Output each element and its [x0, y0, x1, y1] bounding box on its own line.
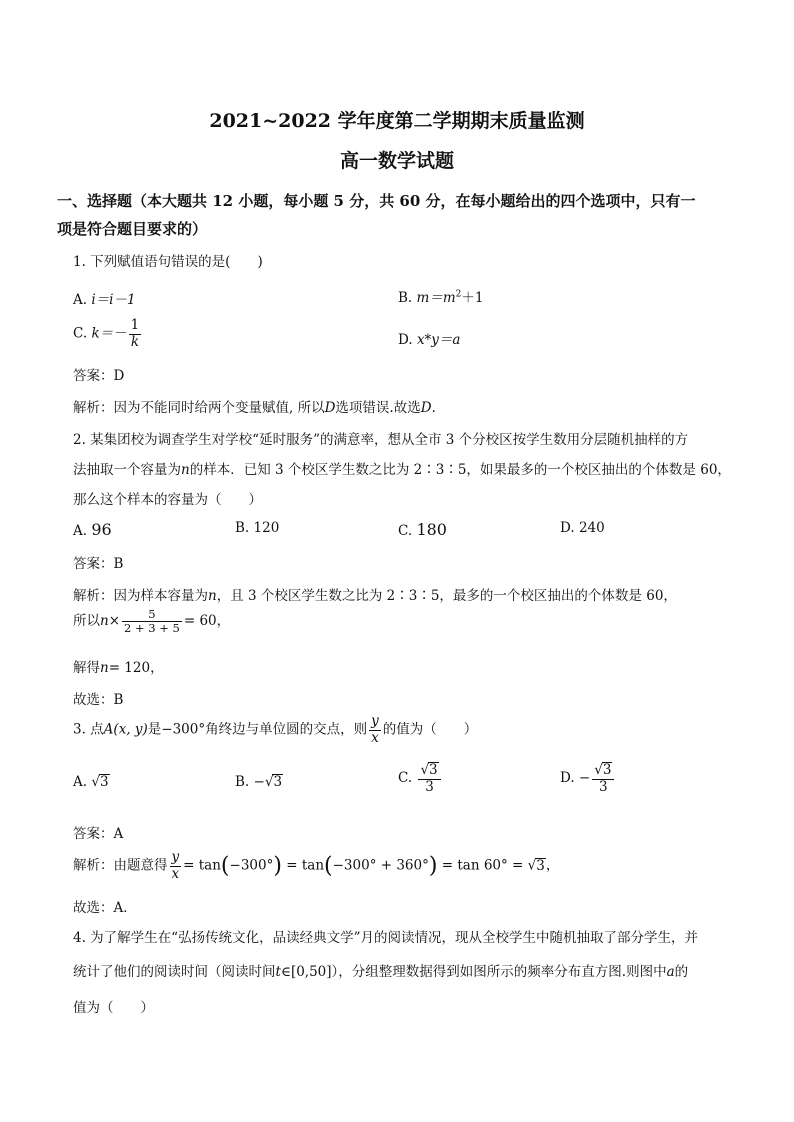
q2-analysis3-post: = 120， — [108, 660, 164, 676]
q2-option-c-text: 180 — [416, 520, 447, 539]
q2-analysis-line1 — [73, 584, 677, 604]
q1-analysis-var1: D — [324, 400, 336, 416]
q1-option-d-text: x*y＝a — [416, 332, 461, 348]
q2-option-a-text: 96 — [91, 520, 112, 539]
q1-option-a-text: i＝i－1 — [91, 292, 136, 308]
q3-stem-post: 的值为（ ） — [382, 721, 478, 738]
q3-analysis-eq2: = tan — [286, 857, 325, 874]
q3-option-c-den: 3 — [425, 778, 434, 795]
q1-analysis-post: . — [431, 400, 436, 416]
q2-option-d-text: 240 — [578, 520, 605, 536]
q2-stem-line2 — [73, 458, 731, 478]
q3-answer: 答案：A — [73, 826, 124, 842]
q3-stem — [73, 714, 477, 746]
q4-stem2-end: 的 — [674, 964, 689, 980]
q1-option-a: A. i＝i－1 — [73, 292, 136, 308]
q3-stem-mid: 是 — [147, 721, 162, 738]
q2-option-c: C. 180 — [398, 520, 447, 539]
q1-analysis-mid: 选项错误.故选 — [335, 400, 421, 416]
q3-option-a: A. √3 — [73, 774, 109, 790]
q3-stem-fraction — [369, 714, 381, 746]
q3-option-b-rad: 3 — [273, 774, 283, 790]
q3-option-d-rad: 3 — [602, 762, 612, 778]
q3-option-d-prefix: D. − — [560, 770, 591, 787]
q2-option-d: D. 240 — [560, 520, 605, 536]
q1-option-b-m: m — [442, 290, 456, 306]
q1-option-b-pre: m＝ — [416, 290, 443, 306]
q1-option-b: B. $m=m^2+1$ — [398, 289, 484, 306]
q3-option-b: B. −√3 — [235, 774, 283, 790]
q3-option-d — [560, 762, 616, 795]
q3-option-c-rad: 3 — [429, 762, 438, 778]
q3-stem-mid2: 角终边与单位圆的交点，则 — [205, 721, 368, 738]
q2-analysis3-var: n — [100, 660, 109, 676]
q2-analysis2-fraction — [122, 608, 182, 635]
q1-analysis-var2: D — [420, 400, 432, 416]
q3-option-c-prefix: C. — [398, 770, 413, 787]
q2-analysis3-pre: 解得 — [73, 660, 100, 676]
q4-stem2-in: ∈ — [280, 964, 291, 980]
q3-analysis: 解析：由题意得 $\frac{y}{x}$ = tan(−300°) = tan(−300° + 360°) = tan 60° = √3， — [73, 849, 560, 882]
q1-option-c-den: k — [130, 333, 140, 350]
q3-analysis-eq1: = tan — [183, 857, 221, 874]
q2-option-b: B. 120 — [235, 520, 280, 536]
q2-option-b-text: 120 — [253, 520, 280, 536]
q3-stem-den: x — [371, 729, 379, 746]
q4-stem2-interval: [0,50] — [290, 964, 332, 980]
q3-analysis-arg2: −300° + 360° — [332, 857, 429, 874]
q3-analysis-rad: 3 — [536, 857, 545, 874]
q3-analysis-eq3: = tan 60° = — [441, 857, 524, 874]
q3-analysis-fraction — [170, 850, 182, 882]
q3-stem-point: A(x, y) — [103, 721, 148, 738]
q2-analysis2-pre: 所以 — [73, 613, 100, 630]
q4-stem2-pre: 统计了他们的阅读时间（阅读时间 — [73, 964, 276, 980]
q3-stem-angle: −300° — [161, 721, 206, 738]
q3-option-d-num: √3 — [592, 762, 614, 780]
q3-option-b-prefix: B. − — [235, 774, 265, 790]
q1-option-b-post: ＋1 — [461, 290, 484, 306]
q2-analysis1-post: ，且 3 个校区学生数之比为 2∶3∶5，最多的一个校区抽出的个体数是 60， — [216, 588, 677, 604]
q2-stem-line3: 那么这个样本的容量为（ ） — [73, 492, 262, 508]
q4-stem-line2 — [73, 960, 688, 980]
q1-analysis-pre: 解析：因为不能同时给两个变量赋值, 所以 — [73, 400, 325, 416]
q3-option-c-num: √3 — [418, 762, 440, 780]
q4-stem-line3: 值为（ ） — [73, 1000, 154, 1016]
q3-stem-num: y — [371, 713, 379, 729]
q2-conclusion: 故选：B — [73, 692, 124, 708]
q1-analysis — [73, 396, 436, 416]
q1-option-c-num: 1 — [130, 317, 140, 333]
q2-analysis-line3 — [73, 656, 164, 676]
q3-analysis-end: ， — [545, 857, 560, 874]
exam-subtitle: 高一数学试题 — [339, 150, 454, 172]
q3-analysis-pre: 解析：由题意得 — [73, 857, 168, 874]
q3-analysis-arg1: −300° — [229, 857, 274, 874]
q1-option-c: C. k＝－ $\frac{1}{k}$ — [73, 317, 140, 350]
q3-option-d-den: 3 — [599, 778, 608, 795]
q2-analysis2-num: 5 — [122, 608, 182, 622]
q4-stem2-var: t — [275, 964, 281, 980]
section-heading-line2: 项是符合题目要求的） — [57, 220, 208, 238]
q2-analysis1-var: n — [208, 588, 217, 604]
q2-stem2-pre: 法抽取一个容量为 — [73, 462, 181, 478]
q3-option-a-prefix: A. — [73, 774, 88, 790]
q3-option-c — [398, 762, 443, 795]
q3-analysis-num: y — [171, 849, 180, 865]
q2-analysis1-pre: 解析：因为样本容量为 — [73, 588, 208, 604]
q3-option-a-rad: 3 — [99, 774, 109, 790]
q1-option-d: D. x*y＝a — [398, 332, 461, 348]
q2-stem2-post: 的样本．已知 3 个校区学生数之比为 2∶3∶5，如果最多的一个校区抽出的个体数是 60， — [189, 462, 731, 478]
q2-option-a: A. 96 — [73, 520, 112, 539]
q1-option-c-fraction — [129, 318, 142, 350]
q2-analysis2-post: = 60， — [183, 613, 231, 630]
q2-stem2-var: n — [181, 462, 190, 478]
q3-stem-pre: 3. 点 — [73, 721, 104, 738]
q1-answer: 答案：D — [73, 368, 125, 384]
q4-stem-line1: 4. 为了解学生在“弘扬传统文化，品读经典文学”月的阅读情况，现从全校学生中随机抽取了部分学生，并 — [73, 930, 698, 946]
q2-stem-line1: 2. 某集团校为调查学生对学校“延时服务”的满意率，想从全市 3 个分校区按学生数用分层随机抽样的方 — [73, 432, 689, 448]
q2-answer: 答案：B — [73, 556, 124, 572]
q3-option-c-fraction — [418, 762, 440, 795]
q3-option-d-fraction — [592, 762, 614, 795]
q3-conclusion: 故选：A． — [73, 900, 137, 916]
q1-option-b-exp: 2 — [455, 289, 462, 300]
q3-analysis-den: x — [171, 865, 180, 882]
q4-stem2-post: ），分组整理数据得到如图所示的频率分布直方图.则图中 — [331, 964, 667, 980]
q2-analysis2-times: × — [108, 613, 121, 630]
section-heading-line1: 一、选择题（本大题共 12 小题，每小题 5 分，共 60 分，在每小题给出的四个选项中，只有一 — [57, 192, 696, 210]
q1-option-c-pre: k＝－ — [91, 325, 127, 342]
q2-analysis2-var: n — [100, 613, 109, 630]
q2-analysis2-den: 2 + 3 + 5 — [124, 621, 180, 636]
q2-analysis-line2 — [73, 608, 230, 635]
exam-title: 2021~2022 学年度第二学期期末质量监测 — [209, 110, 585, 132]
q1-stem: 1. 下列赋值语句错误的是( ) — [73, 254, 263, 270]
q4-stem2-a: a — [666, 964, 675, 980]
